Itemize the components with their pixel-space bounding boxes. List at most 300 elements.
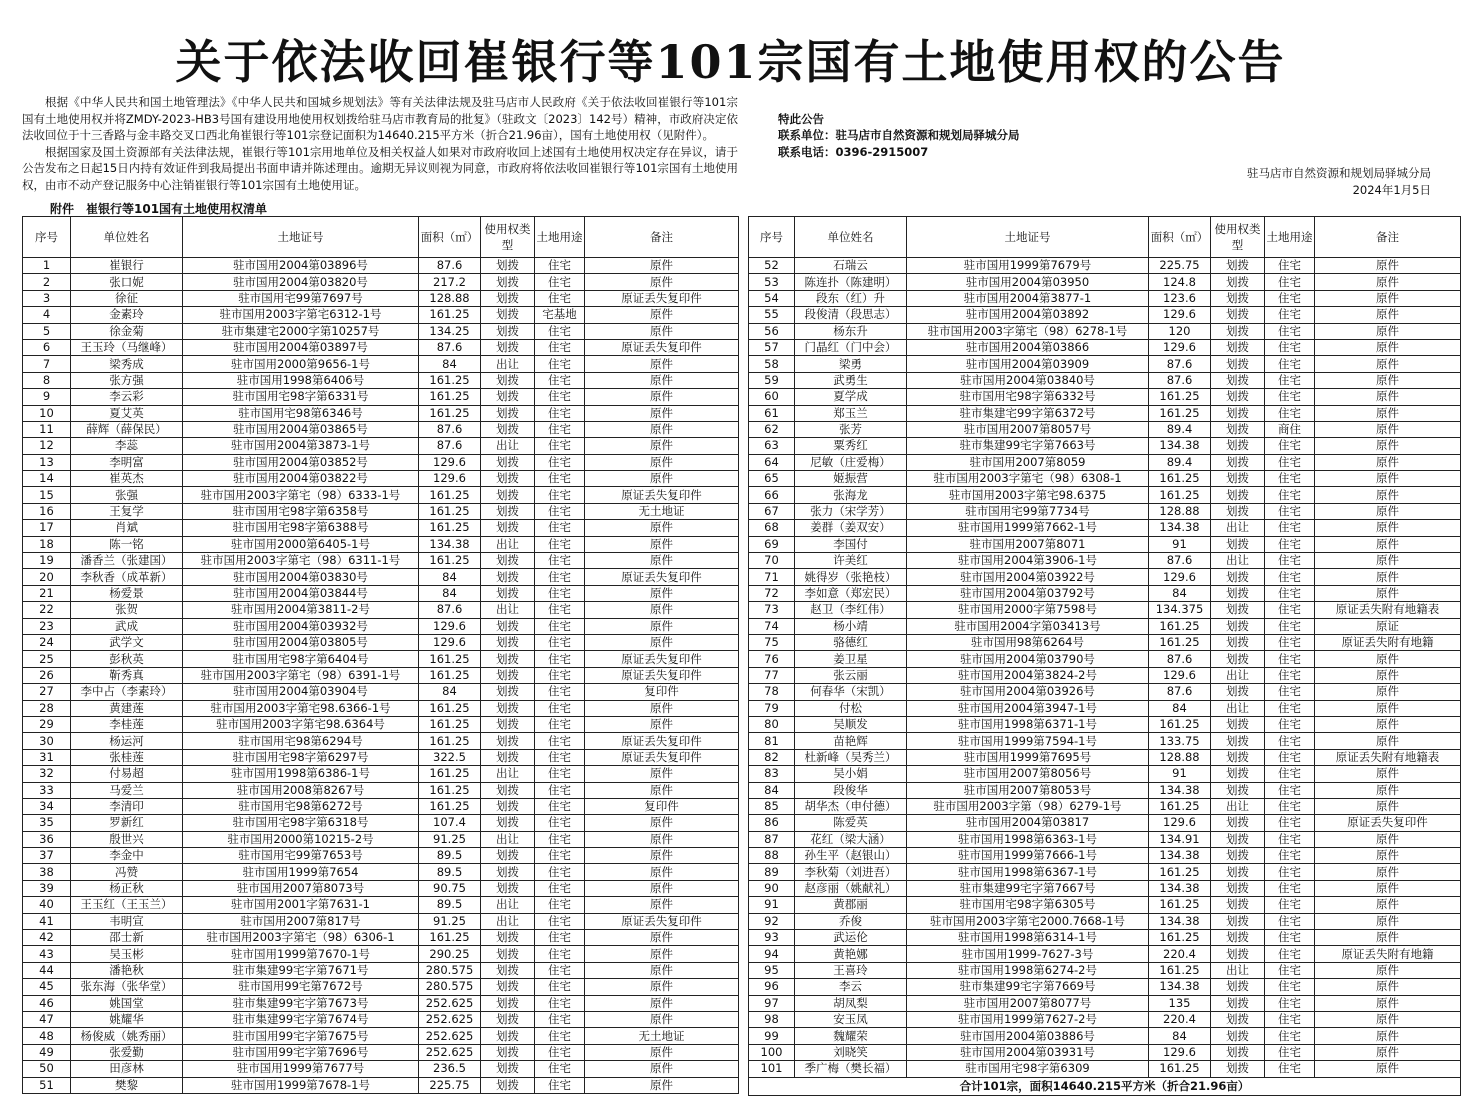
table-cell: 王复学: [71, 503, 183, 519]
table-cell: 12: [23, 438, 71, 454]
table-cell: 87.6: [1149, 356, 1211, 372]
table-cell: 王玉玲（马继峰）: [71, 339, 183, 355]
table-cell: 驻市国用2004第03817: [907, 815, 1149, 831]
table-row: [749, 307, 1461, 323]
table-cell: 129.6: [419, 618, 481, 634]
table-cell: 驻市国用2004第03840号: [907, 372, 1149, 388]
table-cell: 划拨: [481, 389, 535, 405]
table-cell: 31: [23, 749, 71, 765]
table-cell: 53: [749, 274, 795, 290]
table-cell: 161.25: [1149, 405, 1211, 421]
table-cell: 住宅: [535, 651, 585, 667]
table-cell: 出让: [481, 438, 535, 454]
table-cell: 驻市集建99宅字第7674号: [183, 1011, 419, 1027]
table-row: [23, 487, 739, 503]
table-cell: 住宅: [535, 667, 585, 683]
table-cell: 原件: [585, 258, 739, 274]
table-cell: 驻市国用宅98字第6331号: [183, 389, 419, 405]
table-cell: 原件: [585, 1044, 739, 1060]
table-cell: 住宅: [535, 520, 585, 536]
table-cell: 驻市国用1999第7679号: [907, 258, 1149, 274]
table-cell: 划拨: [481, 946, 535, 962]
table-cell: 武学文: [71, 634, 183, 650]
table-cell: 划拨: [481, 307, 535, 323]
table-cell: 划拨: [1211, 356, 1265, 372]
table-cell: 15: [23, 487, 71, 503]
table-row: [749, 520, 1461, 536]
column-header: 土地证号: [183, 217, 419, 258]
table-cell: 住宅: [1265, 569, 1315, 585]
table-cell: 罗新红: [71, 815, 183, 831]
table-cell: 原件: [1315, 1011, 1461, 1027]
table-cell: 161.25: [1149, 1061, 1211, 1077]
table-row: [23, 880, 739, 896]
table-cell: 划拨: [1211, 339, 1265, 355]
table-cell: 划拨: [481, 716, 535, 732]
table-cell: 杨俊威（姚秀丽）: [71, 1028, 183, 1044]
table-cell: 驻市国用1999第7654: [183, 864, 419, 880]
table-cell: 40: [23, 897, 71, 913]
table-cell: 57: [749, 339, 795, 355]
table-cell: 住宅: [1265, 618, 1315, 634]
table-cell: 吴小娟: [795, 766, 907, 782]
table-cell: 100: [749, 1044, 795, 1060]
table-row: [23, 700, 739, 716]
table-cell: 58: [749, 356, 795, 372]
table-cell: 原件: [585, 553, 739, 569]
table-cell: 252.625: [419, 995, 481, 1011]
table-cell: 石瑞云: [795, 258, 907, 274]
table-cell: 5: [23, 323, 71, 339]
table-cell: 161.25: [419, 405, 481, 421]
table-cell: 彭秋英: [71, 651, 183, 667]
table-cell: 住宅: [1265, 290, 1315, 306]
table-cell: 划拨: [1211, 454, 1265, 470]
table-cell: 原件: [585, 1061, 739, 1077]
table-cell: 姜群（姜双安）: [795, 520, 907, 536]
table-cell: 住宅: [1265, 274, 1315, 290]
table-row: [749, 438, 1461, 454]
table-row: [749, 930, 1461, 946]
table-row: [23, 618, 739, 634]
table-row: [749, 749, 1461, 765]
table-cell: 87.6: [419, 438, 481, 454]
table-cell: 原件: [1315, 700, 1461, 716]
table-cell: 杨正秋: [71, 880, 183, 896]
table-cell: 37: [23, 848, 71, 864]
table-cell: 住宅: [535, 880, 585, 896]
table-cell: 161.25: [1149, 930, 1211, 946]
table-cell: 李云彩: [71, 389, 183, 405]
table-cell: 原证丢失复印件: [585, 733, 739, 749]
table-cell: 郑玉兰: [795, 405, 907, 421]
table-cell: 住宅: [1265, 962, 1315, 978]
table-cell: 李秋菊（刘进吾）: [795, 864, 907, 880]
table-cell: 乔俊: [795, 913, 907, 929]
table-row: [23, 749, 739, 765]
table-cell: 驻市国用2003字第宅98.6375: [907, 487, 1149, 503]
table-cell: 29: [23, 716, 71, 732]
table-cell: 驻市国用宅98字第6297号: [183, 749, 419, 765]
table-cell: 住宅: [1265, 897, 1315, 913]
table-cell: 黄艳娜: [795, 946, 907, 962]
table-cell: 原件: [585, 864, 739, 880]
table-cell: 住宅: [535, 389, 585, 405]
table-cell: 13: [23, 454, 71, 470]
table-cell: 18: [23, 536, 71, 552]
table-cell: 靳秀真: [71, 667, 183, 683]
table-cell: 门晶红（门中会）: [795, 339, 907, 355]
table-cell: 出让: [1211, 798, 1265, 814]
table-cell: 35: [23, 815, 71, 831]
table-cell: 280.575: [419, 962, 481, 978]
table-cell: 88: [749, 848, 795, 864]
table-cell: 划拨: [481, 1028, 535, 1044]
table-cell: 47: [23, 1011, 71, 1027]
table-row: [23, 1044, 739, 1060]
table-cell: 划拨: [481, 471, 535, 487]
table-cell: 李金中: [71, 848, 183, 864]
table-cell: 驻市国用宅98字第6388号: [183, 520, 419, 536]
table-cell: 划拨: [481, 684, 535, 700]
table-cell: 91: [749, 897, 795, 913]
table-cell: 住宅: [1265, 995, 1315, 1011]
table-cell: 张海龙: [795, 487, 907, 503]
table-cell: 王喜玲: [795, 962, 907, 978]
table-row: [749, 405, 1461, 421]
table-row: [23, 389, 739, 405]
table-cell: 薛辉（薛保民）: [71, 421, 183, 437]
table-cell: 姬振营: [795, 471, 907, 487]
table-cell: 杜新峰（吴秀兰）: [795, 749, 907, 765]
table-cell: 划拨: [481, 749, 535, 765]
table-cell: 原证丢失复印件: [585, 290, 739, 306]
table-cell: 划拨: [481, 421, 535, 437]
land-table-right: [748, 216, 1461, 1096]
table-cell: 290.25: [419, 946, 481, 962]
table-cell: 23: [23, 618, 71, 634]
table-cell: 55: [749, 307, 795, 323]
table-row: [749, 274, 1461, 290]
table-row: [23, 372, 739, 388]
table-cell: 驻市国用2004第03866: [907, 339, 1149, 355]
table-cell: 住宅: [535, 503, 585, 519]
table-cell: 驻市国用2000字第7598号: [907, 602, 1149, 618]
table-row: [749, 667, 1461, 683]
table-cell: 付松: [795, 700, 907, 716]
table-cell: 住宅: [1265, 389, 1315, 405]
table-cell: 季广梅（樊长福）: [795, 1061, 907, 1077]
table-row: [23, 1011, 739, 1027]
table-row: [23, 356, 739, 372]
table-cell: 划拨: [481, 864, 535, 880]
table-cell: 驻市国用1998第6274-2号: [907, 962, 1149, 978]
table-cell: 65: [749, 471, 795, 487]
table-cell: 驻市国用2004第03844号: [183, 585, 419, 601]
table-cell: 原件: [585, 274, 739, 290]
table-cell: 原件: [1315, 716, 1461, 732]
table-row: [749, 569, 1461, 585]
table-cell: 原件: [585, 405, 739, 421]
table-cell: 住宅: [535, 766, 585, 782]
table-cell: 34: [23, 798, 71, 814]
table-row: [23, 569, 739, 585]
page-title: 关于依法收回崔银行等101宗国有土地使用权的公告: [175, 35, 1286, 89]
table-cell: 78: [749, 684, 795, 700]
table-cell: 原件: [1315, 405, 1461, 421]
table-cell: 驻市国用宅98字第6309: [907, 1061, 1149, 1077]
table-cell: 134.38: [1149, 913, 1211, 929]
table-cell: 住宅: [535, 897, 585, 913]
table-cell: 付易超: [71, 766, 183, 782]
table-cell: 杨运河: [71, 733, 183, 749]
table-cell: 驻市国用1998第6406号: [183, 372, 419, 388]
table-cell: 161.25: [419, 782, 481, 798]
table-cell: 杨爱景: [71, 585, 183, 601]
table-cell: 住宅: [1265, 848, 1315, 864]
table-cell: 胡华杰（申付德）: [795, 798, 907, 814]
table-cell: 夏艾英: [71, 405, 183, 421]
table-cell: 马爱兰: [71, 782, 183, 798]
table-cell: 原件: [585, 700, 739, 716]
table-cell: 56: [749, 323, 795, 339]
table-row: [23, 503, 739, 519]
table-cell: 原件: [585, 897, 739, 913]
table-row: [749, 356, 1461, 372]
table-cell: 原件: [1315, 323, 1461, 339]
table-cell: 驻市国用2003字第宅（98）6308-1: [907, 471, 1149, 487]
table-cell: 李秋香（成革新）: [71, 569, 183, 585]
table-cell: 134.38: [1149, 848, 1211, 864]
table-cell: 原件: [585, 520, 739, 536]
column-header: 序号: [23, 217, 71, 258]
table-cell: 129.6: [1149, 1044, 1211, 1060]
table-cell: 划拨: [1211, 438, 1265, 454]
table-cell: 84: [749, 782, 795, 798]
special-notice: 特此公告: [778, 111, 824, 126]
table-cell: 21: [23, 585, 71, 601]
table-cell: 50: [23, 1061, 71, 1077]
table-cell: 划拨: [1211, 766, 1265, 782]
table-row: [749, 634, 1461, 650]
table-cell: 252.625: [419, 1011, 481, 1027]
table-cell: 划拨: [1211, 372, 1265, 388]
table-cell: 住宅: [1265, 782, 1315, 798]
table-cell: 安玉凤: [795, 1011, 907, 1027]
table-cell: 驻市国用2004第03892: [907, 307, 1149, 323]
table-cell: 住宅: [535, 323, 585, 339]
table-cell: 原件: [1315, 503, 1461, 519]
table-cell: 87.6: [1149, 372, 1211, 388]
table-cell: 129.6: [419, 454, 481, 470]
table-row: [23, 421, 739, 437]
table-cell: 252.625: [419, 1044, 481, 1060]
table-cell: 住宅: [1265, 946, 1315, 962]
table-cell: 划拨: [481, 798, 535, 814]
table-cell: 原件: [1315, 258, 1461, 274]
table-row: [23, 520, 739, 536]
table-cell: 原证丢失复印件: [585, 651, 739, 667]
table-cell: 邵士新: [71, 930, 183, 946]
table-cell: 住宅: [1265, 307, 1315, 323]
table-cell: 原件: [585, 634, 739, 650]
table-cell: 64: [749, 454, 795, 470]
table-cell: 划拨: [481, 651, 535, 667]
table-cell: 161.25: [419, 766, 481, 782]
table-cell: 61: [749, 405, 795, 421]
table-cell: 住宅: [535, 356, 585, 372]
table-cell: 87.6: [419, 421, 481, 437]
table-cell: 原件: [1315, 995, 1461, 1011]
table-row: [23, 471, 739, 487]
table-cell: 驻市国用2004第03865号: [183, 421, 419, 437]
table-cell: 52: [749, 258, 795, 274]
table-cell: 划拨: [1211, 930, 1265, 946]
table-cell: 原件: [1315, 585, 1461, 601]
table-cell: 原件: [1315, 1044, 1461, 1060]
table-cell: 原证丢失复印件: [585, 667, 739, 683]
table-cell: 82: [749, 749, 795, 765]
table-cell: 住宅: [1265, 1028, 1315, 1044]
table-cell: 134.38: [1149, 520, 1211, 536]
table-cell: 划拨: [1211, 536, 1265, 552]
table-cell: 住宅: [535, 913, 585, 929]
table-cell: 住宅: [535, 339, 585, 355]
table-cell: 94: [749, 946, 795, 962]
contact-phone: 联系电话：0396-2915007: [778, 144, 929, 159]
table-cell: 42: [23, 930, 71, 946]
table-cell: 134.38: [1149, 438, 1211, 454]
table-cell: 84: [1149, 585, 1211, 601]
table-row: [749, 487, 1461, 503]
table-row: [749, 880, 1461, 896]
table-cell: 李清印: [71, 798, 183, 814]
table-cell: 住宅: [1265, 356, 1315, 372]
table-cell: 夏学成: [795, 389, 907, 405]
table-cell: 原件: [1315, 733, 1461, 749]
table-cell: 住宅: [535, 569, 585, 585]
table-cell: 住宅: [1265, 831, 1315, 847]
table-cell: 84: [419, 356, 481, 372]
table-cell: 划拨: [481, 700, 535, 716]
table-cell: 63: [749, 438, 795, 454]
table-cell: 驻市国用1999第7670-1号: [183, 946, 419, 962]
table-cell: 住宅: [1265, 1061, 1315, 1077]
table-cell: 姚耀华: [71, 1011, 183, 1027]
table-cell: 住宅: [535, 405, 585, 421]
table-cell: 原件: [585, 716, 739, 732]
table-cell: 吴顺发: [795, 716, 907, 732]
table-row: [23, 995, 739, 1011]
table-cell: 22: [23, 602, 71, 618]
table-cell: 住宅: [1265, 930, 1315, 946]
table-cell: 225.75: [419, 1077, 481, 1093]
table-cell: 徐征: [71, 290, 183, 306]
table-cell: 原件: [1315, 536, 1461, 552]
table-cell: 徐金菊: [71, 323, 183, 339]
table-cell: 划拨: [1211, 651, 1265, 667]
table-cell: 87.6: [1149, 684, 1211, 700]
table-cell: 住宅: [1265, 634, 1315, 650]
table-cell: 101: [749, 1061, 795, 1077]
table-cell: 樊黎: [71, 1077, 183, 1093]
table-row: [749, 258, 1461, 274]
table-cell: 161.25: [419, 700, 481, 716]
table-cell: 黄郡丽: [795, 897, 907, 913]
table-cell: 住宅: [1265, 438, 1315, 454]
table-cell: 驻市国用2004第03931号: [907, 1044, 1149, 1060]
table-cell: 划拨: [481, 1061, 535, 1077]
table-cell: 划拨: [1211, 864, 1265, 880]
table-cell: 原件: [1315, 487, 1461, 503]
table-cell: 住宅: [535, 438, 585, 454]
table-cell: 驻市国用2004第3947-1号: [907, 700, 1149, 716]
table-cell: 划拨: [481, 569, 535, 585]
table-cell: 99: [749, 1028, 795, 1044]
table-cell: 划拨: [1211, 503, 1265, 519]
table-cell: 原件: [1315, 356, 1461, 372]
table-cell: 92: [749, 913, 795, 929]
table-cell: 张方强: [71, 372, 183, 388]
table-cell: 宅基地: [535, 307, 585, 323]
table-cell: 住宅: [535, 979, 585, 995]
table-cell: 划拨: [481, 634, 535, 650]
table-cell: 原件: [1315, 307, 1461, 323]
table-cell: 原件: [585, 618, 739, 634]
table-cell: 住宅: [1265, 815, 1315, 831]
column-header: 序号: [749, 217, 795, 258]
table-cell: 驻市国用2007第8053号: [907, 782, 1149, 798]
table-cell: 划拨: [1211, 471, 1265, 487]
table-cell: 段东（红）升: [795, 290, 907, 306]
table-cell: 73: [749, 602, 795, 618]
table-cell: 原件: [585, 372, 739, 388]
table-cell: 77: [749, 667, 795, 683]
table-cell: 原件: [1315, 979, 1461, 995]
table-cell: 原件: [585, 815, 739, 831]
table-cell: 住宅: [1265, 798, 1315, 814]
table-cell: 驻市国用1999第7666-1号: [907, 848, 1149, 864]
table-cell: 220.4: [1149, 946, 1211, 962]
table-cell: 84: [1149, 700, 1211, 716]
table-cell: 原件: [585, 602, 739, 618]
table-row: [749, 848, 1461, 864]
table-cell: 划拨: [1211, 848, 1265, 864]
table-cell: 原件: [1315, 962, 1461, 978]
table-cell: 武成: [71, 618, 183, 634]
table-cell: 27: [23, 684, 71, 700]
table-cell: 王玉红（王玉兰）: [71, 897, 183, 913]
table-row: [23, 438, 739, 454]
table-row: [749, 1028, 1461, 1044]
table-cell: 2: [23, 274, 71, 290]
table-cell: 张东海（张华堂）: [71, 979, 183, 995]
table-cell: 51: [23, 1077, 71, 1093]
table-cell: 杨东升: [795, 323, 907, 339]
table-cell: 驻市国用2003字第宅（98）6333-1号: [183, 487, 419, 503]
table-cell: 32: [23, 766, 71, 782]
table-row: [749, 553, 1461, 569]
table-row: [749, 618, 1461, 634]
table-cell: 驻市集建99宅字第7667号: [907, 880, 1149, 896]
table-cell: 张力（宋学芳）: [795, 503, 907, 519]
table-row: [23, 290, 739, 306]
table-row: [23, 602, 739, 618]
table-cell: 复印件: [585, 798, 739, 814]
table-cell: 驻市国用2007第8071: [907, 536, 1149, 552]
table-cell: 划拨: [481, 880, 535, 896]
table-cell: 住宅: [535, 258, 585, 274]
